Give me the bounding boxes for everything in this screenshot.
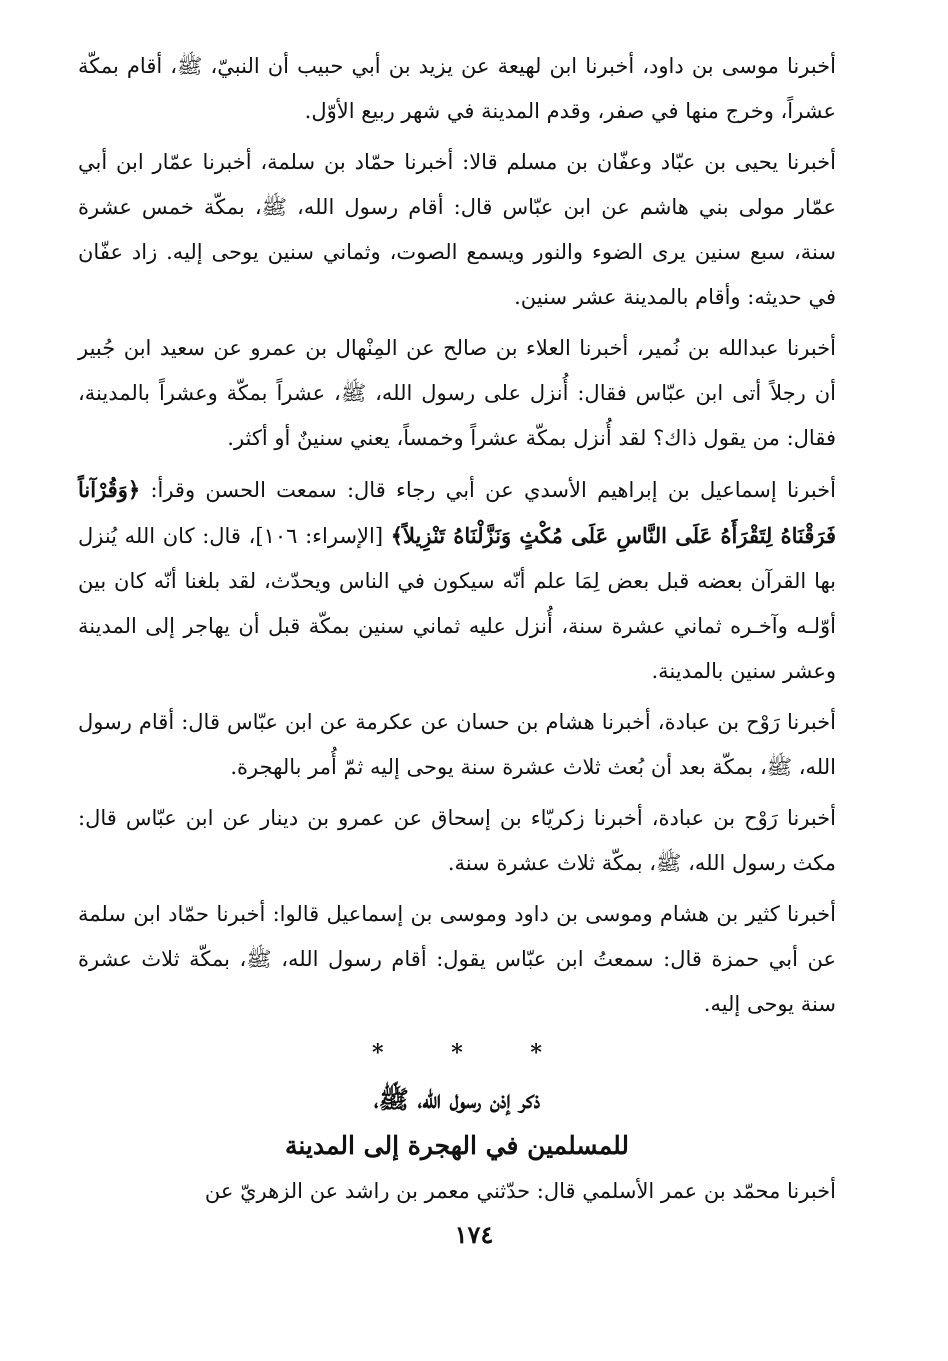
paragraph-3: أخبرنا عبدالله بن نُمير، أخبرنا العلاء بن صالح عن المِنْهال بن عمرو عن سعيد ابن جُبير أن رجلاً أتى ابن عبّاس فقال: أُنزل على رسول الله، ﷺ، عشراً بمكّة وعشراً بالمدينة، فقال: من يقول ذاك؟ لقد أُنزل بمكّة عشراً وخمساً، يعني سنينٌ أو أكثر. — [78, 336, 836, 450]
section-heading-line-1: ذكر إذن رسول الله، ﷺ، — [373, 1085, 541, 1114]
paragraph-5: أخبرنا رَوْح بن عبادة، أخبرنا هشام بن حسان عن عكرمة عن ابن عبّاس قال: أقام رسول الله، ﷺ، بمكّة بعد أن بُعث ثلاث عشرة سنة يوحى إليه ثمّ أُمر بالهجرة. — [78, 710, 836, 779]
paragraph-2: أخبرنا يحيى بن عبّاد وعفّان بن مسلم قالا: أخبرنا حمّاد بن سلمة، أخبرنا عمّار ابن أبي عمّار مولى بني هاشم عن ابن عبّاس قال: أقام رسول الله، ﷺ، بمكّة خمس عشرة سنة، سبع سنين يرى الضوء والنور ويسمع الصوت، وثماني سنين يوحى إليه. زاد عفّان في حديثه: وأقام بالمدينة عشر سنين. — [78, 150, 836, 309]
separator-star: * — [530, 1040, 542, 1066]
quran-before: أخبرنا إسماعيل بن إبراهيم الأسدي عن أبي رجاء قال: سمعت الحسن وقرأ: — [140, 478, 836, 502]
page-number: ١٧٤ — [454, 1220, 494, 1249]
page-text — [78, 44, 836, 1220]
paragraph-8: أخبرنا محمّد بن عمر الأسلمي قال: حدّثني معمر بن راشد عن الزهريّ عن — [204, 1179, 836, 1203]
paragraph-6: أخبرنا رَوْح بن عبادة، أخبرنا زكريّاء بن إسحاق عن عمرو بن دينار عن ابن عبّاس قال: مكث رسول الله، ﷺ، بمكّة ثلاث عشرة سنة. — [78, 806, 836, 875]
quran-after: [الإسراء: ١٠٦]، قال: كان الله يُنزل بها القرآن بعضه قبل بعض لِمَا علم أنّه سيكون في الناس ويحدّث، لقد بلغنا أنّه كان بين أوّلـه وآخـره ثماني عشرة سنة، أُنزل عليه ثماني سنين بمكّة قبل أن يهاجر إلى المدينة وعشر سنين بالمدينة. — [78, 524, 836, 683]
section-separator — [78, 1033, 836, 1073]
quran-verse: ﴿وَقُرْآناً فَرَقْنَاهُ لِتَقْرَأَهُ عَلَى النَّاسِ عَلَى مُكْثٍ وَنَزَّلْنَاهُ تَنْزِيلاً﴾ — [78, 477, 836, 548]
separator-star: * — [372, 1040, 384, 1066]
paragraph-7: أخبرنا كثير بن هشام وموسى بن داود وموسى بن إسماعيل قالوا: أخبرنا حمّاد ابن سلمة عن أبي حمزة قال: سمعتُ ابن عبّاس يقول: أقام رسول الله، ﷺ، بمكّة ثلاث عشرة سنة يوحى إليه. — [78, 902, 836, 1016]
separator-star: * — [451, 1040, 463, 1066]
paragraph-1: أخبرنا موسى بن داود، أخبرنا ابن لهيعة عن يزيد بن أبي حبيب أن النبيّ، ﷺ، أقام بمكّة عشراً، وخرج منها في صفر، وقدم المدينة في شهر ربيع الأوّل. — [78, 54, 836, 123]
section-heading-line-2: للمسلمين في الهجرة إلى المدينة — [284, 1131, 630, 1160]
paragraph-4-quran — [78, 467, 836, 694]
